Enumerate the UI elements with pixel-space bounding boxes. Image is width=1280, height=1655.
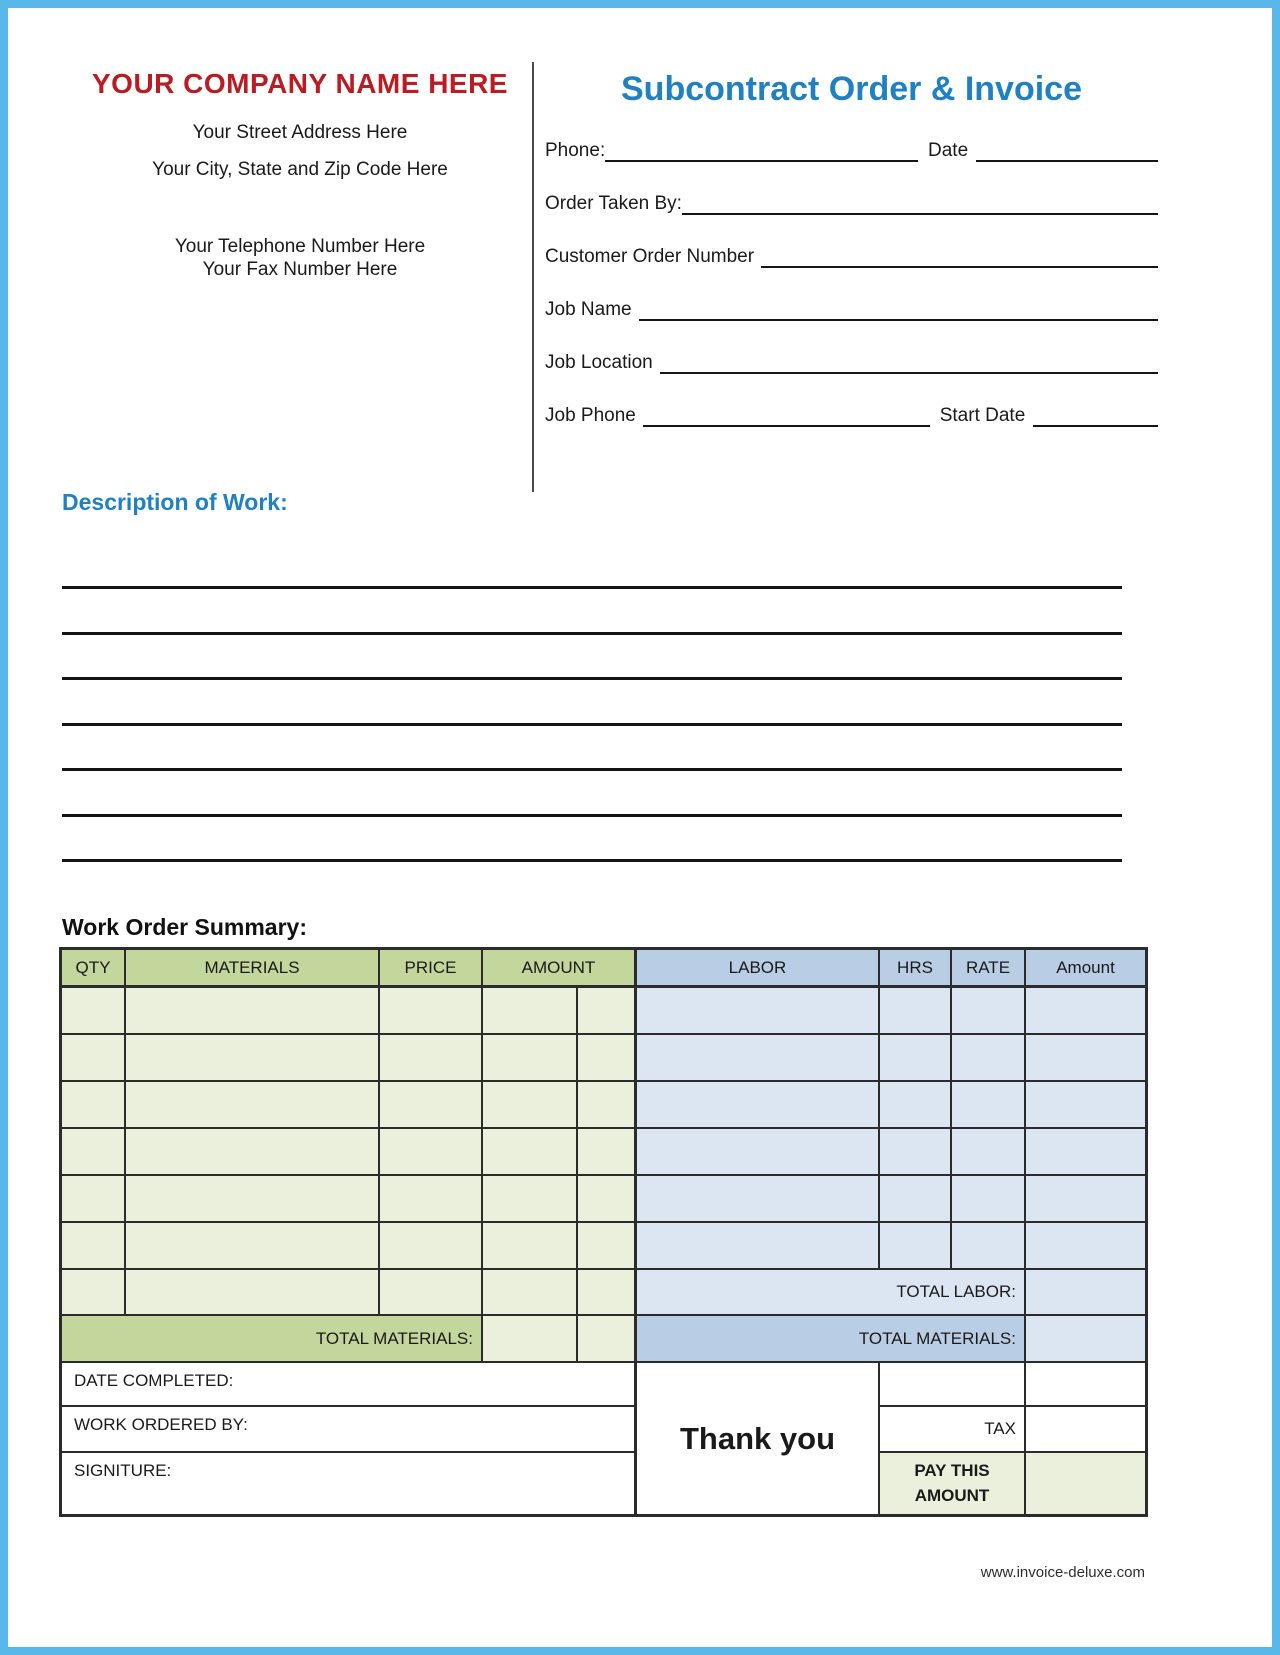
labor-column-header: LABOR (637, 950, 880, 988)
work-ordered-by-label: WORK ORDERED BY: (62, 1407, 637, 1453)
materials-body-cell (380, 988, 483, 1035)
labor-body-cell (637, 1035, 880, 1082)
description-rule-line (62, 677, 1122, 680)
work-order-summary-heading: Work Order Summary: (62, 914, 307, 940)
phone-underline (605, 154, 918, 162)
total-labor-value-cell (1026, 1270, 1145, 1316)
labor-body-cell (880, 1223, 952, 1270)
description-rule-line (62, 723, 1122, 726)
labor-body-cell (1026, 1082, 1145, 1129)
total-materials-value-cell-right (1026, 1316, 1145, 1363)
start-date-label: Start Date (939, 405, 1026, 426)
qty-cell (62, 1270, 126, 1316)
labor-body-cell (952, 1082, 1026, 1129)
hrs-column-header: HRS (880, 950, 952, 988)
labor-body-cell (637, 1223, 880, 1270)
materials-body-cell (578, 988, 637, 1035)
field-row-job-name (545, 291, 1158, 321)
page-title: Subcontract Order & Invoice (621, 70, 1082, 108)
description-rule-line (62, 768, 1122, 771)
total-labor-label: TOTAL LABOR: (637, 1270, 1026, 1316)
company-name: YOUR COMPANY NAME HERE (91, 68, 508, 99)
materials-cell (126, 1270, 380, 1316)
qty-column-header: QTY (62, 950, 126, 988)
materials-body-cell (380, 1082, 483, 1129)
materials-body-cell (62, 1223, 126, 1270)
materials-body-cell (126, 1035, 380, 1082)
work-order-table (59, 947, 1148, 1517)
description-rule-line (62, 632, 1122, 635)
website-url: www.invoice-deluxe.com (980, 1564, 1145, 1581)
materials-body-cell (483, 1035, 578, 1082)
materials-body-cell (380, 1176, 483, 1223)
materials-body-cell (483, 1176, 578, 1223)
labor-body-cell (880, 1082, 952, 1129)
materials-body-cell (380, 1223, 483, 1270)
labor-body-cell (880, 1176, 952, 1223)
order-taken-by-label: Order Taken By: (545, 193, 682, 214)
labor-body-cell (637, 1176, 880, 1223)
labor-body-cell (1026, 988, 1145, 1035)
materials-body-cell (126, 1176, 380, 1223)
total-materials-label-left: TOTAL MATERIALS: (62, 1316, 483, 1363)
signiture-label: SIGNITURE: (62, 1453, 637, 1514)
materials-body-cell (126, 988, 380, 1035)
invoice-header-block (545, 70, 1158, 427)
date-completed-label: DATE COMPLETED: (62, 1363, 637, 1407)
job-name-label: Job Name (545, 299, 632, 320)
company-city: Your City, State and Zip Code Here (152, 159, 448, 180)
description-writing-lines (62, 586, 1122, 905)
field-row-phone-date (545, 132, 1158, 162)
materials-body-cell (578, 1223, 637, 1270)
materials-body-cell (126, 1223, 380, 1270)
labor-body-cell (1026, 1129, 1145, 1176)
field-row-customer-order-number (545, 238, 1158, 268)
customer-order-number-underline (761, 260, 1158, 268)
labor-body-cell (952, 1176, 1026, 1223)
company-telephone: Your Telephone Number Here (174, 236, 426, 257)
labor-amount-column-header: Amount (1026, 950, 1145, 988)
price-cell (380, 1270, 483, 1316)
materials-body-cell (62, 988, 126, 1035)
labor-body-cell (880, 1035, 952, 1082)
total-materials-value-cell (483, 1316, 578, 1363)
amount-column-header: AMOUNT (483, 950, 637, 988)
materials-body-cell (483, 1129, 578, 1176)
job-location-label: Job Location (545, 352, 653, 373)
phone-label: Phone: (545, 140, 606, 161)
field-row-job-phone-start-date (545, 397, 1158, 427)
subtotal-value-cell (1026, 1363, 1145, 1407)
labor-body-cell (637, 988, 880, 1035)
labor-body-cell (637, 1129, 880, 1176)
materials-body-cell (483, 988, 578, 1035)
job-phone-underline (643, 419, 930, 427)
materials-body-cell (62, 1082, 126, 1129)
date-label: Date (928, 140, 969, 161)
materials-body-cell (483, 1223, 578, 1270)
price-column-header: PRICE (380, 950, 483, 988)
job-name-underline (639, 313, 1158, 321)
materials-body-cell (578, 1082, 637, 1129)
start-date-underline (1033, 419, 1158, 427)
labor-body-cell (1026, 1035, 1145, 1082)
company-block (70, 68, 530, 281)
materials-body-cell (578, 1176, 637, 1223)
labor-body-cell (952, 1223, 1026, 1270)
amount-cell (483, 1270, 578, 1316)
labor-body-cell (1026, 1176, 1145, 1223)
materials-body-cell (380, 1129, 483, 1176)
amount-cell (578, 1316, 637, 1363)
tax-value-cell (1026, 1407, 1145, 1453)
job-location-underline (660, 366, 1158, 374)
job-phone-label: Job Phone (545, 405, 636, 426)
header-divider-line (532, 62, 534, 492)
date-underline (976, 154, 1158, 162)
materials-body-cell (62, 1129, 126, 1176)
labor-body-cell (880, 1129, 952, 1176)
materials-body-cell (126, 1082, 380, 1129)
materials-body-cell (578, 1035, 637, 1082)
rate-column-header: RATE (952, 950, 1026, 988)
materials-column-header: MATERIALS (126, 950, 380, 988)
labor-body-cell (952, 1129, 1026, 1176)
labor-body-cell (637, 1082, 880, 1129)
total-materials-label-right: TOTAL MATERIALS: (637, 1316, 1026, 1363)
labor-body-cell (1026, 1223, 1145, 1270)
materials-body-cell (62, 1035, 126, 1082)
pay-this-amount-label: PAY THIS AMOUNT (880, 1453, 1026, 1514)
order-taken-by-underline (682, 207, 1158, 215)
labor-body-cell (880, 988, 952, 1035)
field-row-order-taken-by (545, 185, 1158, 215)
subtotal-cell (880, 1363, 1026, 1407)
amount-cell (578, 1270, 637, 1316)
thank-you-note: Thank you (637, 1363, 880, 1514)
pay-this-amount-value-cell (1026, 1453, 1145, 1514)
materials-body-cell (126, 1129, 380, 1176)
description-rule-line (62, 586, 1122, 589)
tax-label: TAX (880, 1407, 1026, 1453)
description-rule-line (62, 859, 1122, 862)
company-street: Your Street Address Here (192, 122, 408, 143)
field-row-job-location (545, 344, 1158, 374)
materials-body-cell (483, 1082, 578, 1129)
company-fax: Your Fax Number Here (202, 259, 398, 280)
materials-body-cell (62, 1176, 126, 1223)
description-rule-line (62, 814, 1122, 817)
materials-body-cell (380, 1035, 483, 1082)
customer-order-number-label: Customer Order Number (545, 246, 755, 267)
description-of-work-heading: Description of Work: (62, 489, 288, 515)
labor-body-cell (952, 988, 1026, 1035)
materials-body-cell (578, 1129, 637, 1176)
labor-body-cell (952, 1035, 1026, 1082)
